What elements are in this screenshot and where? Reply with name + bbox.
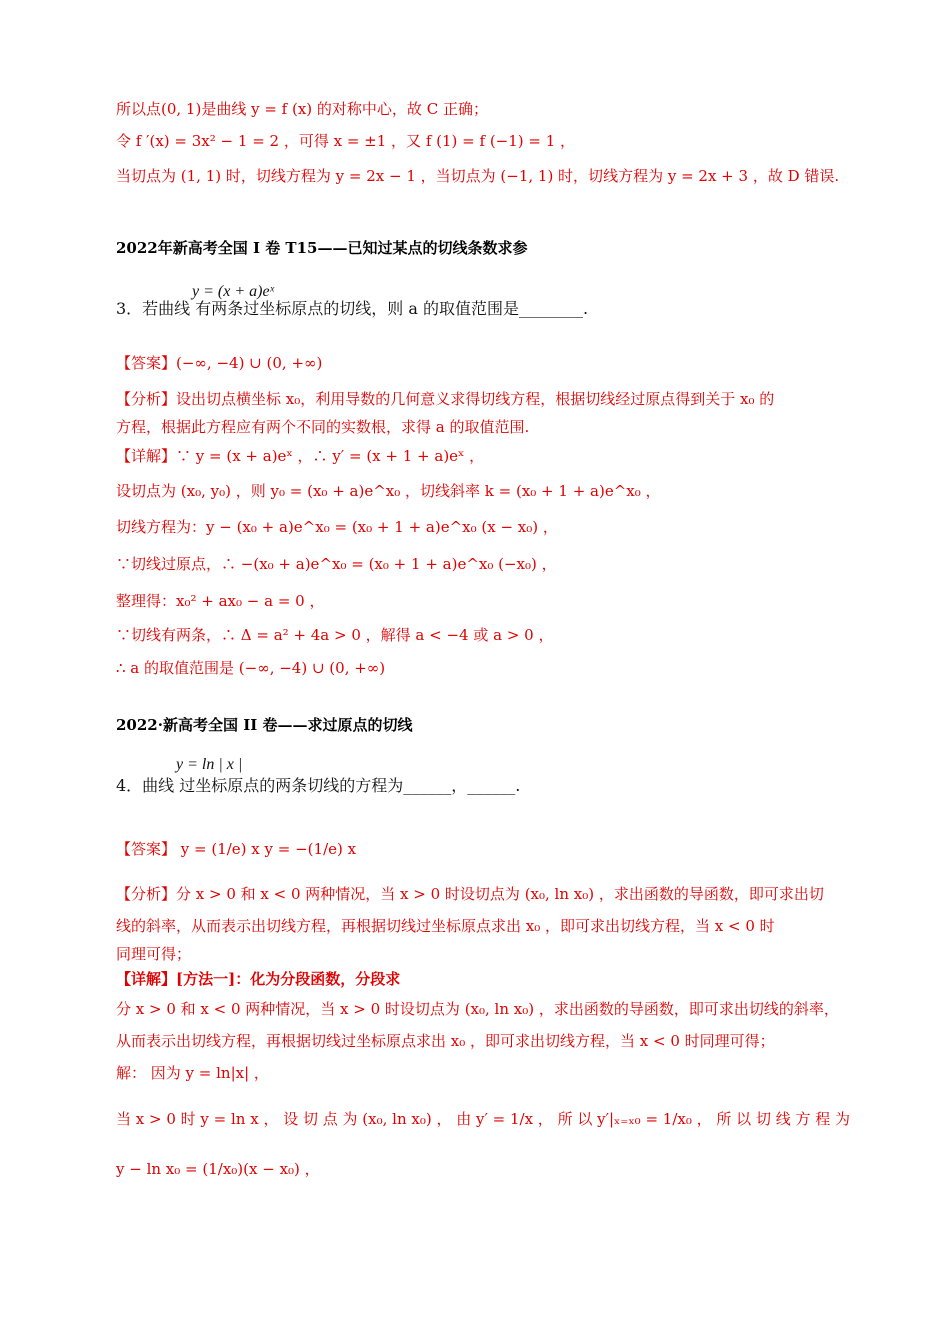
detail-3-line-7: ∴ a 的取值范围是 (−∞, −4) ∪ (0, +∞) [116, 659, 386, 677]
answer-4: 【答案】 y = (1/e) x y = −(1/e) x [116, 840, 357, 858]
problem-4: 4．曲线 过坐标原点的两条切线的方程为______，______. [116, 776, 521, 795]
detail-3-line-5: 整理得：x₀² + ax₀ − a = 0 ， [116, 592, 325, 610]
detail-4-method-heading: 【详解】[方法一]：化为分段函数，分段求 [116, 970, 401, 988]
answer-3: 【答案】(−∞, −4) ∪ (0, +∞) [116, 354, 323, 372]
detail-4-line-2: 从而表示出切线方程，再根据切线过坐标原点求出 x₀ ，即可求出切线方程，当 x < 0 时同理可得； [116, 1032, 775, 1050]
detail-3-line-6: ∵切线有两条，∴ Δ = a² + 4a > 0 ，解得 a < −4 或 a > 0 ， [116, 626, 554, 644]
problem-3: 3．若曲线 有两条过坐标原点的切线，则 a 的取值范围是________. [116, 299, 589, 318]
problem-4-formula: y = ln | x | [176, 756, 243, 773]
detail-4-line-4: 当 x > 0 时 y = ln x ， 设 切 点 为 (x₀, ln x₀) ， 由 y′ = 1/x ， 所 以 y′|ₓ₌ₓ₀ = 1/x₀ ， 所 以 切 线 方 程 为 [116, 1110, 851, 1128]
line-1: 所以点(0, 1)是曲线 y = f (x) 的对称中心，故 C 正确； [116, 100, 488, 118]
detail-4-line-3: 解： 因为 y = ln|x| ， [116, 1064, 269, 1082]
analysis-4-line-1: 【分析】分 x > 0 和 x < 0 两种情况，当 x > 0 时设切点为 (x₀, ln x₀) ，求出函数的导函数，即可求出切 [116, 885, 824, 903]
section-heading-2: 2022·新高考全国 II 卷——求过原点的切线 [116, 716, 413, 734]
detail-3-line-2: 设切点为 (x₀, y₀) ，则 y₀ = (x₀ + a)e^x₀ ，切线斜率 k = (x₀ + 1 + a)e^x₀ ， [116, 482, 661, 500]
detail-4-line-1: 分 x > 0 和 x < 0 两种情况，当 x > 0 时设切点为 (x₀, ln x₀) ，求出函数的导函数，即可求出切线的斜率， [116, 1000, 839, 1018]
line-3: 当切点为 (1, 1) 时，切线方程为 y = 2x − 1 ，当切点为 (−1, 1) 时，切线方程为 y = 2x + 3 ，故 D 错误. [116, 167, 840, 185]
analysis-4-line-2: 线的斜率，从而表示出切线方程，再根据切线过坐标原点求出 x₀ ，即可求出切线方程，当 x < 0 时 [116, 917, 775, 935]
detail-3-line-4: ∵切线过原点，∴ −(x₀ + a)e^x₀ = (x₀ + 1 + a)e^x₀ (−x₀) ， [116, 555, 557, 573]
section-heading-1: 2022年新高考全国 I 卷 T15——已知过某点的切线条数求参 [116, 239, 528, 257]
detail-3-line-3: 切线方程为：y − (x₀ + a)e^x₀ = (x₀ + 1 + a)e^x₀ (x − x₀) ， [116, 518, 558, 536]
detail-4-line-5: y − ln x₀ = (1/x₀)(x − x₀) ， [116, 1160, 320, 1178]
analysis-3-line-2: 方程，根据此方程应有两个不同的实数根，求得 a 的取值范围. [116, 418, 530, 436]
detail-3-line-1: 【详解】∵ y = (x + a)eˣ ，∴ y′ = (x + 1 + a)eˣ ， [116, 447, 485, 465]
line-2: 令 f ′(x) = 3x² − 1 = 2 ，可得 x = ±1 ，又 f (1) = f (−1) = 1 ， [116, 132, 576, 150]
analysis-3-line-1: 【分析】设出切点横坐标 x₀，利用导数的几何意义求得切线方程，根据切线经过原点得到关于 x₀ 的 [116, 390, 775, 408]
problem-3-formula: y = (x + a)eˣ [192, 283, 275, 300]
analysis-4-line-3: 同理可得； [116, 945, 192, 963]
